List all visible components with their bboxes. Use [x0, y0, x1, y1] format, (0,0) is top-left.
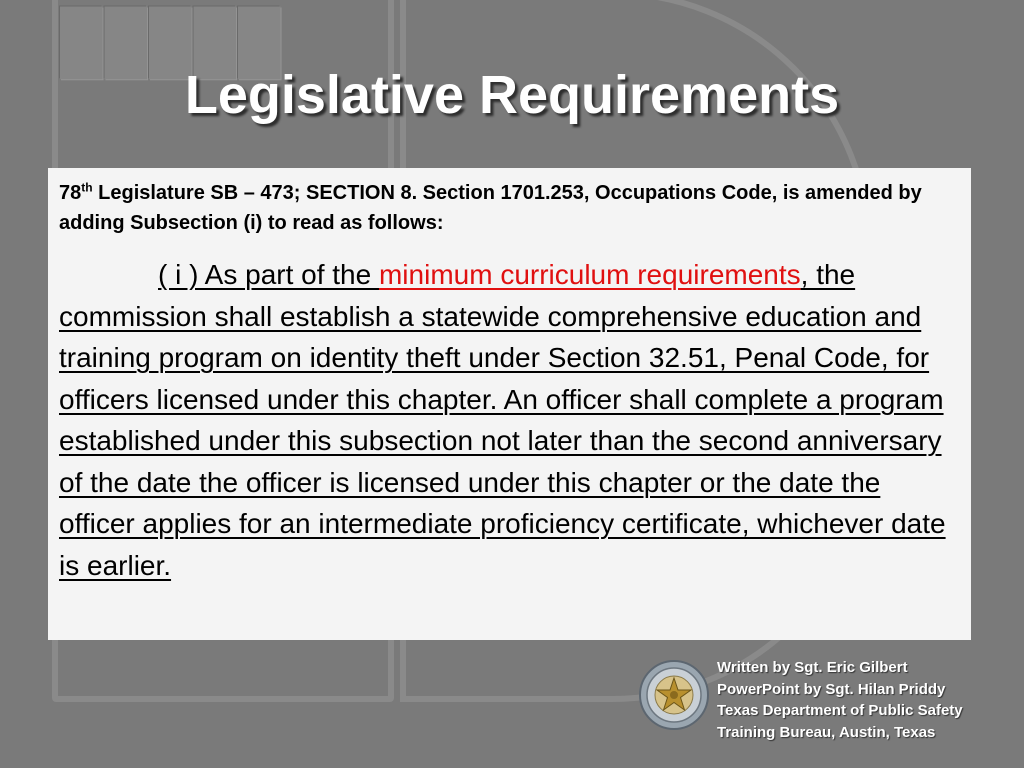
- intro-citation: [59, 178, 959, 238]
- paragraph-body: , the commission shall establish a statewide comprehensive education and training program on identity theft under Section 32.51, Penal Code, for officers licensed under this chapter. An officer shall complete a program established under this subsection not later than the second anniversary of the date the officer is licensed under this chapter or the date the officer applies for an intermediate proficiency certificate, whichever date is earlier.: [59, 259, 946, 581]
- ordinal-suffix: th: [81, 180, 93, 195]
- subsection-paragraph: [59, 254, 959, 586]
- background-engraving: █████: [60, 7, 283, 74]
- credit-line-powerpoint: PowerPoint by Sgt. Hilan Priddy: [717, 680, 946, 698]
- credit-line-department: Texas Department of Public Safety: [717, 702, 963, 719]
- slide-title: Legislative Requirements: [184, 65, 840, 125]
- credits: [717, 657, 963, 743]
- highlighted-phrase: minimum curriculum requirements: [378, 259, 801, 290]
- credit-line-author: Written by Sgt. Eric Gilbert: [717, 659, 908, 676]
- content-box: [48, 168, 971, 640]
- intro-text: Legislature SB – 473; SECTION 8. Section 1701.253, Occupations Code, is amended by adding Subsection (i) to read as follows:: [59, 182, 922, 234]
- texas-dps-seal-icon: [639, 660, 709, 730]
- paragraph-lead: ( i ) As part of the: [158, 259, 379, 290]
- credit-line-location: Training Bureau, Austin, Texas: [717, 723, 936, 741]
- ordinal-number: 78: [59, 182, 82, 204]
